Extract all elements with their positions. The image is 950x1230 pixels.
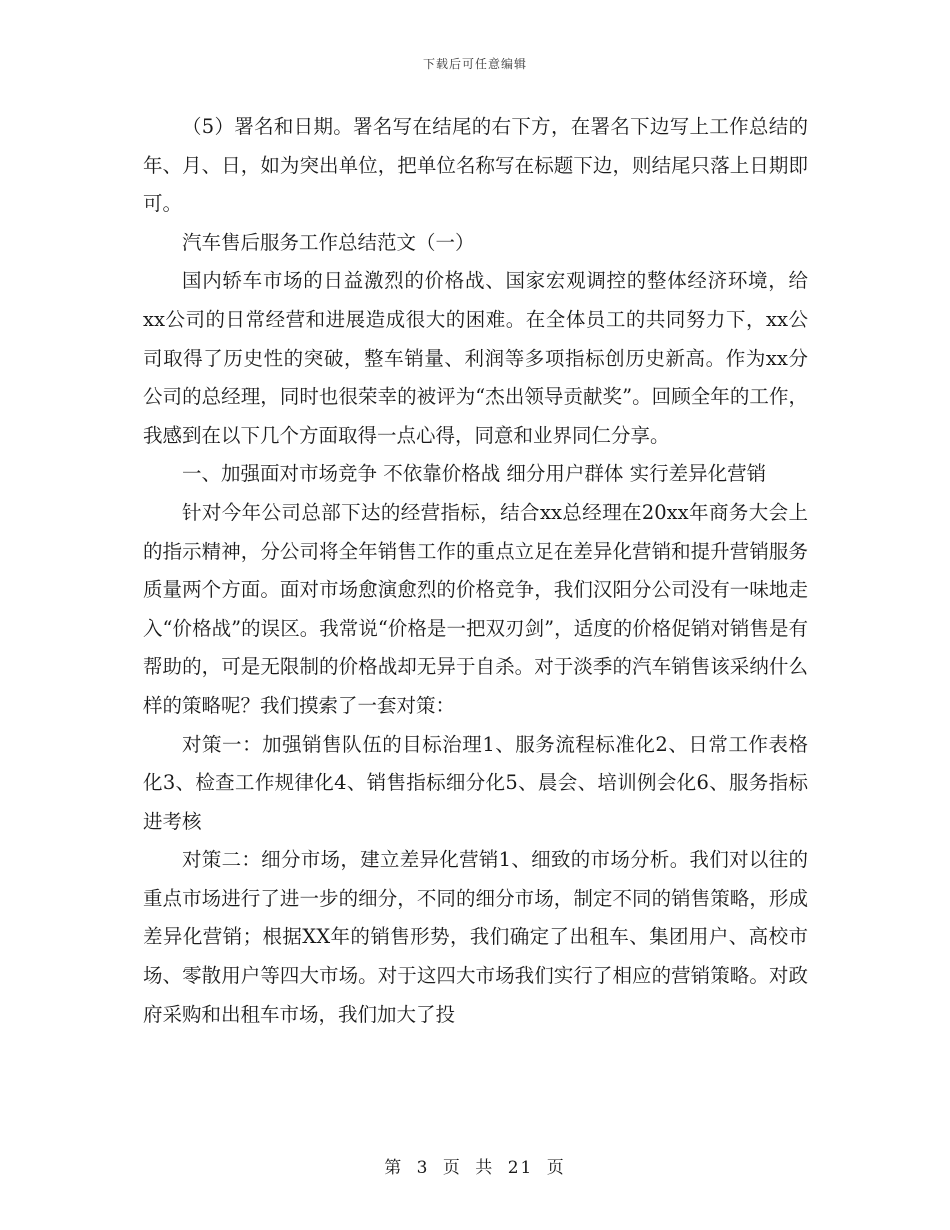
heading-section-one: 一、加强面对市场竞争 不依靠价格战 细分用户群体 实行差异化营销 [182,462,767,486]
paragraph-measure-one: 对策一：加强销售队伍的目标治理1、服务流程标准化2、日常工作表格化3、检查工作规律化4、销售指标细分化5、晨会、培训例会化6、服务指标进考核 [143,732,808,833]
section-title: 汽车售后服务工作总结范文（一） [182,230,475,254]
document-body [143,108,808,1034]
paragraph-signature-date: （5）署名和日期。署名写在结尾的右下方，在署名下边写上工作总结的年、月、日，如为突出单位，把单位名称写在标题下边，则结尾只落上日期即可。 [143,115,808,216]
paragraph-measure-two: 对策二：细分市场，建立差异化营销1、细致的市场分析。我们对以往的重点市场进行了进一步的细分，不同的细分市场，制定不同的销售策略，形成差异化营销；根据XX年的销售形势，我们确定了出租车、集团用户、高校市场、零散用户等四大市场。对于这四大市场我们实行了相应的营销策略。对政府采购和出租车市场，我们加大了投 [143,848,808,1026]
paragraph-strategy: 针对今年公司总部下达的经营指标，结合xx总经理在20xx年商务大会上的指示精神，分公司将全年销售工作的重点立足在差异化营销和提升营销服务质量两个方面。面对市场愈演愈烈的价格竞争，我们汉阳分公司没有一味地走入“价格战”的误区。我常说“价格是一把双刃剑”，适度的价格促销对销售是有帮助的，可是无限制的价格战却无异于自杀。对于淡季的汽车销售该采纳什么样的策略呢？我们摸索了一套对策： [143,500,808,717]
page-header-note: 下载后可任意编辑 [422,57,527,71]
paragraph-intro: 国内轿车市场的日益激烈的价格战、国家宏观调控的整体经济环境，给xx公司的日常经营和进展造成很大的困难。在全体员工的共同努力下，xx公司取得了历史性的突破，整车销量、利润等多项指标创历史新高。作为xx分公司的总经理，同时也很荣幸的被评为“杰出领导贡献奖”。回顾全年的工作，我感到在以下几个方面取得一点心得，同意和业界同仁分享。 [143,269,808,447]
page-number: 第 3 页 共 21 页 [384,1158,566,1178]
